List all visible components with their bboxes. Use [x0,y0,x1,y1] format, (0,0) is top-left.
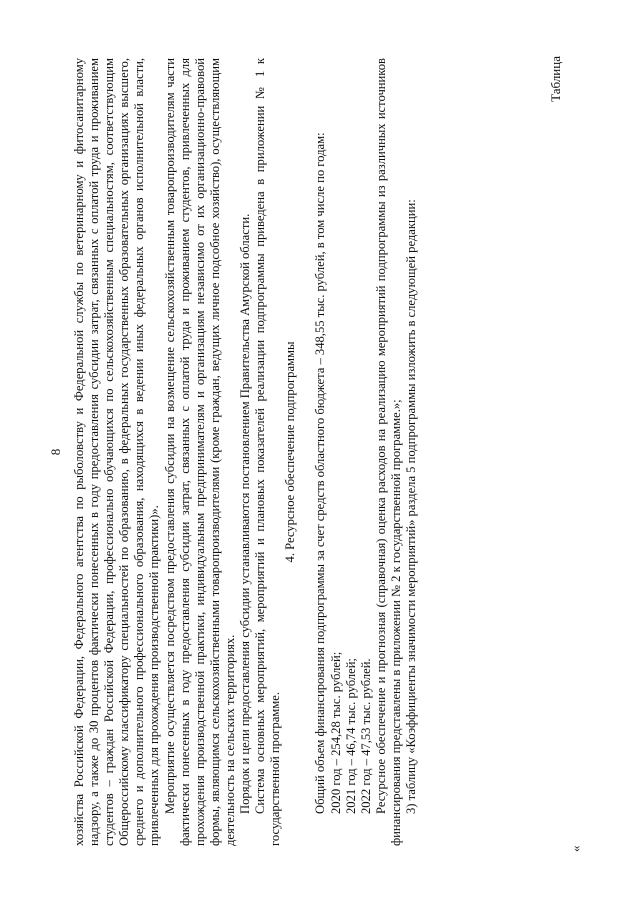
funding-year-line: 2022 год – 47,53 тыс. рублей. [358,658,373,814]
opening-quote: « [568,845,583,852]
section-heading: 4. Ресурсное обеспечение подпрограммы [283,341,298,563]
paragraph: Система основных мероприятий, мероприятий и плановых показателей реализации подпрограммы приведена в приложении № 1 к государственной программе. [253,58,283,846]
rotated-text-block [50,52,590,852]
table-caption: Таблица [548,56,563,102]
funding-intro: Общий объем финансирования подпрограммы за счет средств областного бюджета – 348,55 тыс. рублей, в том числе по годам: [313,132,328,814]
funding-year-line: 2021 год – 46,74 тыс. рублей; [343,658,358,814]
document-body [72,58,419,846]
spacer [298,58,313,846]
paragraph: 3) таблицу «Коэффициенты значимости мероприятий» раздела 5 подпрограммы изложить в следующей редакции: [403,199,418,814]
paragraph: Ресурсное обеспечение и прогнозная (справочная) оценка расходов на реализацию мероприятий подпрограммы из различных источников финансирования представлены в приложении № 2 к государственной программе.»; [373,58,403,846]
paragraph: Мероприятие осуществляется посредством предоставления субсидии на возмещение сельскохозяйственным товаропроизводителям части фактически понесенных в году предоставления субсидии затрат, связанных с оплатой труда и проживанием студентов, привлеченных для прохождения производственной практики, индивидуальным предпринимателям и организациям независимо от их организационно-правовой формы, являющимся сельскохозяйственными товаропроизводителями (кроме граждан, ведущих личное подсобное хозяйство), осуществляющим деятельность на сельских территориях. [162,58,237,846]
paragraph: Порядок и цели предоставления субсидии устанавливаются постановлением Правительства Амурской области. [238,213,253,814]
page-number: 8 [48,448,63,456]
paragraph: хозяйства Российской Федерации, Федерального агентства по рыболовству и Федеральной службы по ветеринарному и фитосанитарному надзору, а также до 30 процентов фактически понесенных в году предоставления субсидии затрат, связанных с оплатой труда и проживанием студентов – граждан Российской Федерации, профессионально обучающихся по сельскохозяйственным специальностям, соответствующим Общероссийскому классификатору специальностей по образованию, в федеральных государственных образовательных организациях высшего, среднего и дополнительного профессионального образования, находящихся в ведении иных федеральных органов исполнительной власти, привлеченных для прохождения производственной практики)». [72,58,162,846]
funding-year-line: 2020 год – 254,28 тыс. рублей; [328,651,343,814]
